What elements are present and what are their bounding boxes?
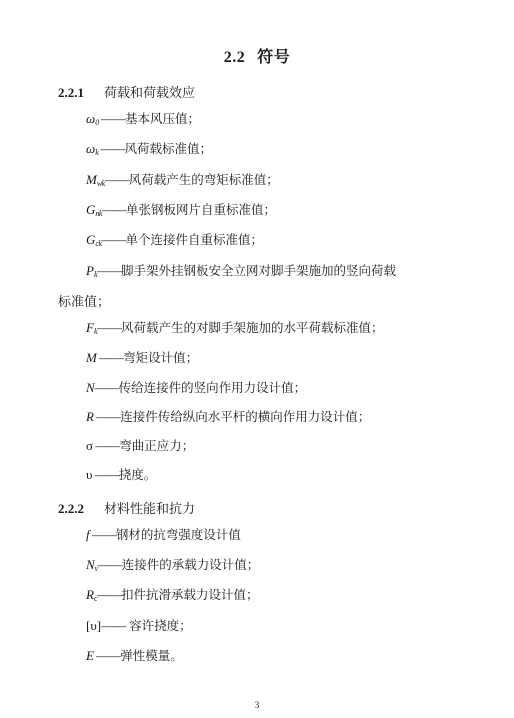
dash: —— [104,172,129,187]
definition-continuation: 标准值； [58,295,111,310]
symbol-definition [86,111,200,131]
symbol: M [86,350,97,365]
dash: —— [98,141,125,156]
symbol-subscript: k [95,148,99,157]
symbol: R [86,587,94,602]
symbol: ω [86,111,96,126]
dash: —— [97,263,122,278]
definition-text: 连接件传给纵向水平杆的横向作用力设计值； [120,409,371,424]
dash: —— [98,111,125,126]
dash: —— [97,587,122,602]
dash: —— [101,232,126,247]
dash: —— [93,438,120,453]
symbol-definition [86,380,306,397]
symbol: E [86,648,94,663]
symbol-subscript: nk [95,209,102,218]
symbol-definition [86,587,259,607]
dash: —— [97,557,122,572]
dash: —— [92,467,119,482]
symbol-subscript: c [93,594,98,603]
definition-text: 风荷载产生的对脚手架施加的水平荷载标准值； [121,320,384,335]
definition-text: 风荷载产生的弯矩标准值； [128,172,279,187]
symbol-subscript: ck [95,239,102,248]
symbol-definition [86,350,198,367]
symbol-definition [86,527,241,544]
page-number: 3 [254,700,260,710]
symbol-definition [86,172,279,192]
symbol-subscript: v [94,564,98,573]
definition-text: 基本风压值； [124,111,200,126]
symbol: [υ] [86,618,102,633]
symbol-subscript: k [93,270,98,279]
symbol: R [86,409,94,424]
dash: —— [93,409,121,424]
definition-text: 弯曲正应力； [119,438,195,453]
dash: —— [96,350,124,365]
definition-text: 容许挠度； [125,618,192,633]
definition-text: 弹性模量。 [120,648,183,663]
symbol: P [86,263,94,278]
definition-text: 脚手架外挂钢板安全立网对脚手架施加的竖向荷载 [121,263,397,278]
subsection-name: 材料性能和抗力 [104,502,196,517]
symbol: σ [86,438,94,453]
symbol-definition [86,467,156,484]
subsection-name: 荷载和荷载效应 [104,86,196,101]
subsection-number: 2.2.2 [58,501,84,516]
symbol-definition [86,232,263,252]
symbol: G [86,202,96,217]
definition-text: 传给连接件的竖向作用力设计值； [118,380,307,395]
symbol-subscript: k [93,327,98,336]
symbol-subscript: 0 [95,118,99,127]
definition-text: 弯矩设计值； [123,350,199,365]
symbol: υ [86,467,93,482]
symbol-definition [86,320,384,340]
symbol: M [86,172,97,187]
symbol-definition [86,648,183,665]
symbol-definition [86,618,192,635]
definition-text: 扣件抗滑承载力设计值； [121,587,259,602]
dash: —— [93,648,121,663]
subsection-number: 2.2.1 [58,85,84,100]
symbol: N [86,380,95,395]
section-number: 2.2 [223,49,246,66]
subsection-heading-materials [58,498,195,517]
definition-text: 单个连接件自重标准值； [125,232,264,247]
symbol-definition [86,202,276,222]
symbol-definition [86,557,259,577]
symbol: f [86,527,90,542]
dash: —— [101,202,126,217]
symbol-definition [86,263,396,283]
symbol: G [86,232,96,247]
dash: —— [101,618,126,633]
definition-text: 单张钢板网片自重标准值； [125,202,276,217]
symbol: N [86,557,95,572]
symbol-definition [86,438,194,455]
section-name: 符号 [257,47,291,66]
dash: —— [94,380,119,395]
symbol-subscript: wk [96,179,105,188]
subsection-heading-loads [58,82,195,101]
definition-text: 钢材的抗弯强度设计值 [115,527,241,542]
symbol: F [86,320,94,335]
symbol: ω [86,141,96,156]
dash: —— [97,320,122,335]
definition-text: 连接件的承载力设计值； [121,557,260,572]
definition-text: 挠度。 [118,467,157,482]
dash: —— [89,527,116,542]
symbol-definition [86,409,370,426]
symbol-definition [86,141,212,161]
definition-text: 风荷载标准值； [124,141,213,156]
section-title [0,44,514,67]
